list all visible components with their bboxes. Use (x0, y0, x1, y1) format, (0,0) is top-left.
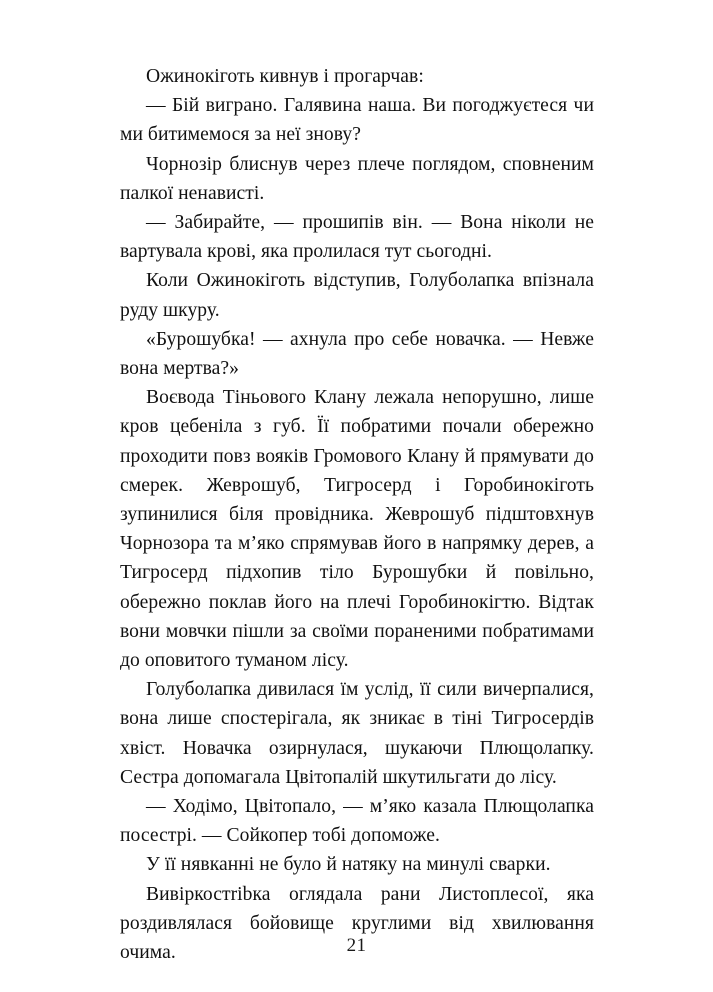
paragraph: «Бурошубка! — ахнула про себе новачка. — Невже вона мертва?» (120, 328, 594, 380)
paragraph: — Ходімо, Цвітопало, — м’яко казала Плющолапка посестрі. — Сойкопер тобі допоможе. (120, 796, 594, 847)
paragraph: У її нявканні не було й натяку на минулі сварки. (146, 854, 551, 876)
paragraph: Коли Ожинокіготь відступив, Голуболапка впізнала руду шкуру. (120, 270, 594, 321)
paragraph: — Забирайте, — прошипів він. — Вона ніколи не вартувала крові, яка пролилася тут сьогодні. (120, 212, 594, 263)
page-text-block (120, 62, 594, 967)
paragraph: Ожинокіготь кивнув і прогарчав: (146, 66, 424, 87)
paragraph: Воєвода Тіньового Клану лежала непорушно, лише кров цебеніла з губ. Її побратими почали обережно проходити повз вояків Громового Клану й прямувати до смерек. Жеврошуб, Тигросерд і Горобинокіготь зупинилися біля провідника. Жеврошуб підштовхнув Чорнозора та м’яко спрямував його в напрямку дерев, а Тигросерд підхопив тіло Бурошубки й повільно, обережно поклав його на плечі Горобинокігтю. Відтак вони мовчки пішли за своїми пораненими побратимами до оповитого туманом лісу. (120, 387, 594, 672)
paragraph: Голуболапка дивилася їм услід, її сили вичерпалися, вона лише спостерігала, як зникає в тіні Тигросердів хвіст. Новачка озирнулася, шукаючи Плющолапку. Сестра допомагала Цвітопалій шкутильгати до лісу. (120, 679, 594, 788)
page-number: 21 (346, 935, 367, 956)
paragraph: — Бій виграно. Галявина наша. Ви погоджуєтеся чи ми битимемося за неї знову? (120, 95, 594, 146)
paragraph: Вивіркостribка оглядала рани Листоплесої, яка роздивлялася бойовище круглими від хвилювання очима. (120, 883, 594, 964)
paragraph: Чорнозір блиснув через плече поглядом, сповненим палкої ненависті. (120, 153, 594, 204)
